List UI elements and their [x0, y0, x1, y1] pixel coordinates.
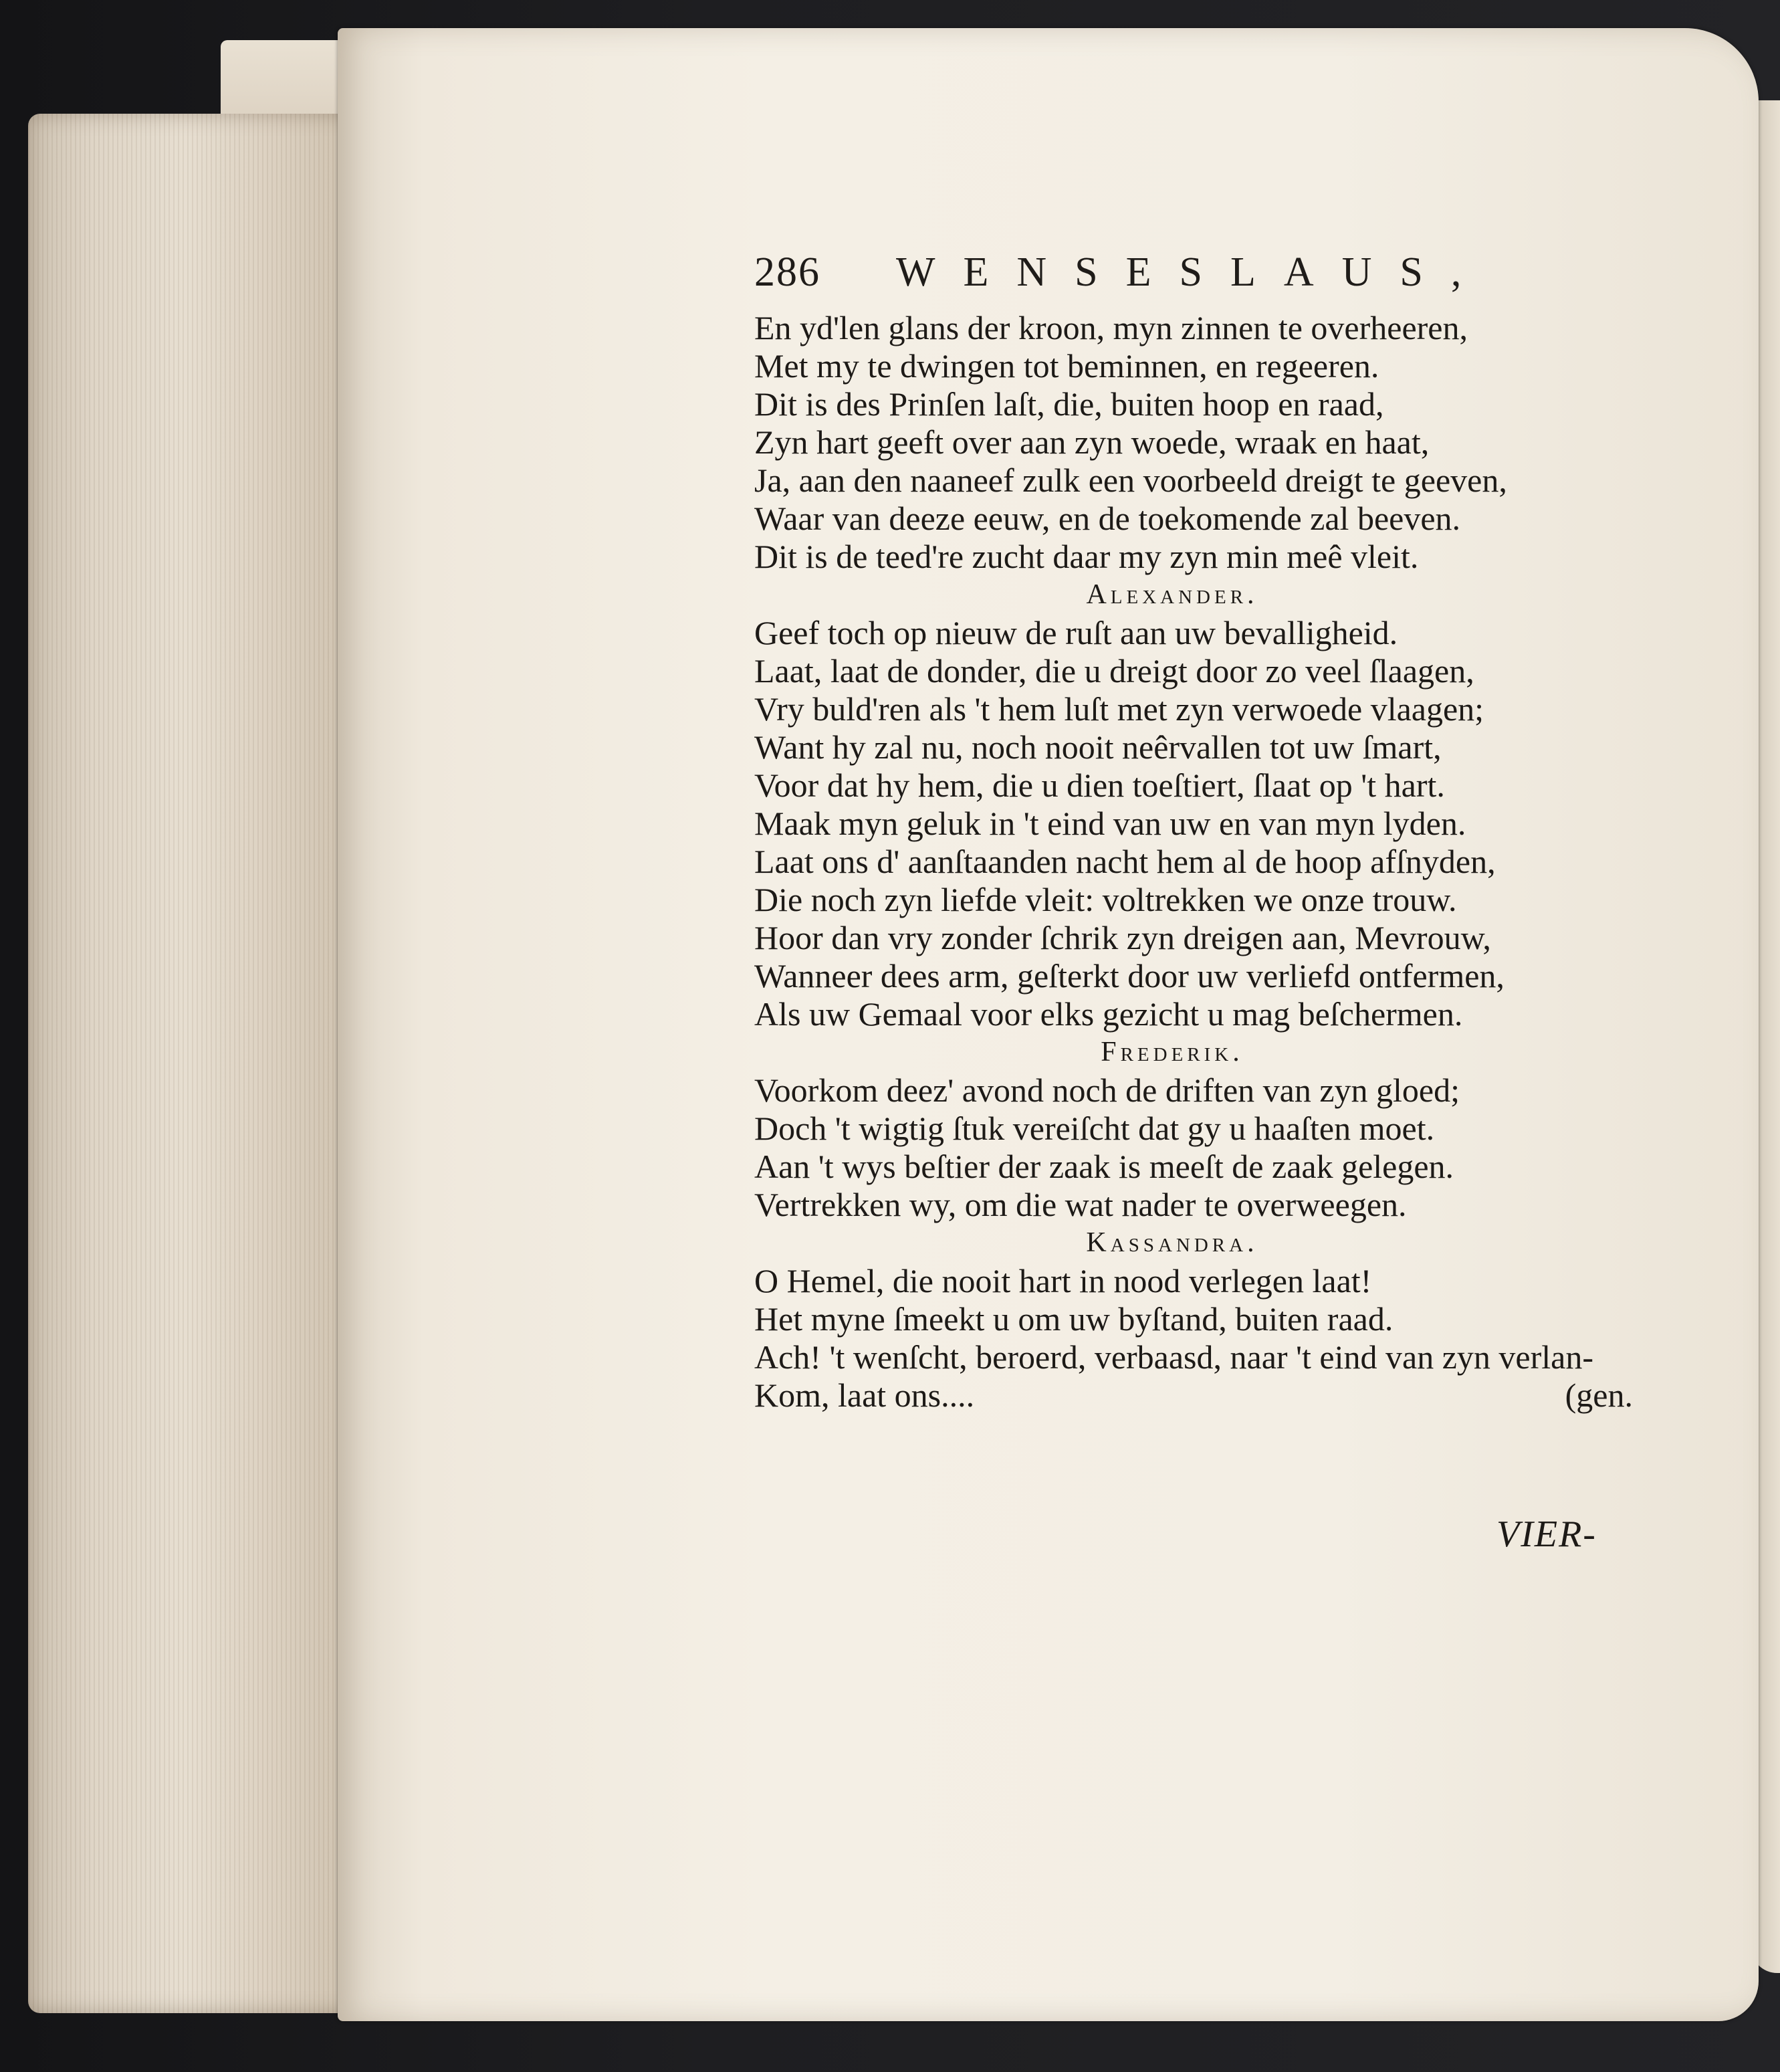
verse-line: Doch 't wigtig ſtuk vereiſcht dat gy u haaſten moet.: [754, 1110, 1435, 1147]
verse-line: Zyn hart geeft over aan zyn woede, wraak en haat,: [754, 423, 1430, 461]
verse-lines: [754, 309, 1637, 1376]
verse-line: Wanneer dees arm, geſterkt door uw verliefd ontfermen,: [754, 957, 1505, 995]
verse-line: Dit is de teed're zucht daar my zyn min meê vleit.: [754, 538, 1419, 575]
speaker-name: Alexander.: [1086, 579, 1258, 610]
verse-line: Geef toch op nieuw de ruſt aan uw bevalligheid.: [754, 614, 1398, 651]
page-number: 286: [754, 249, 820, 295]
verse-line: Vry buld'ren als 't hem luſt met zyn verwoede vlaagen;: [754, 690, 1484, 728]
verse-line: Maak myn geluk in 't eind van uw en van myn lyden.: [754, 805, 1466, 842]
book-page-edges: [28, 114, 376, 2013]
final-line-text: Kom, laat ons....: [754, 1376, 975, 1414]
verse-line: Dit is des Prinſen laſt, die, buiten hoop en raad,: [754, 385, 1384, 423]
verse-line: Aan 't wys beſtier der zaak is meeſt de zaak gelegen.: [754, 1148, 1454, 1185]
verse-line: Vertrekken wy, om die wat nader te overweegen.: [754, 1186, 1407, 1223]
verse-line: Voor dat hy hem, die u dien toeſtiert, ſlaat op 't hart.: [754, 766, 1445, 804]
turnover-word: (gen.: [1565, 1376, 1633, 1414]
verse-line: Laat, laat de donder, die u dreigt door zo veel ſlaagen,: [754, 652, 1474, 690]
verse-line: Laat ons d' aanſtaanden nacht hem al de hoop afſnyden,: [754, 843, 1496, 880]
running-head: WENSESLAUS,: [896, 249, 1490, 295]
catchword: VIER-: [1496, 1514, 1597, 1555]
page-header: [754, 249, 1543, 302]
verse-line: Ja, aan den naaneef zulk een voorbeeld dreigt te geeven,: [754, 461, 1507, 499]
verse-line: Als uw Gemaal voor elks gezicht u mag beſchermen.: [754, 995, 1463, 1033]
speaker-name: Frederik.: [1101, 1037, 1244, 1067]
verse-line: Hoor dan vry zonder ſchrik zyn dreigen aan, Mevrouw,: [754, 919, 1491, 956]
verse-line: Die noch zyn liefde vleit: voltrekken we onze trouw.: [754, 881, 1457, 918]
text-block: [754, 309, 1637, 1415]
verse-line: Met my te dwingen tot beminnen, en regeeren.: [754, 347, 1379, 385]
verse-line: Waar van deeze eeuw, en de toekomende zal beeven.: [754, 500, 1461, 537]
verse-line: Want hy zal nu, noch nooit neêrvallen tot uw ſmart,: [754, 728, 1442, 766]
verse-line: Ach! 't wenſcht, beroerd, verbaasd, naar 't eind van zyn verlan-: [754, 1338, 1593, 1376]
final-line: [754, 1376, 1637, 1415]
verse-line: Voorkom deez' avond noch de driften van zyn gloed;: [754, 1071, 1460, 1109]
speaker-name: Kassandra.: [1086, 1227, 1258, 1258]
verse-line: En yd'len glans der kroon, myn zinnen te overheeren,: [754, 309, 1468, 346]
verse-line: Het myne ſmeekt u om uw byſtand, buiten raad.: [754, 1300, 1394, 1338]
verse-line: O Hemel, die nooit hart in nood verlegen laat!: [754, 1262, 1372, 1300]
